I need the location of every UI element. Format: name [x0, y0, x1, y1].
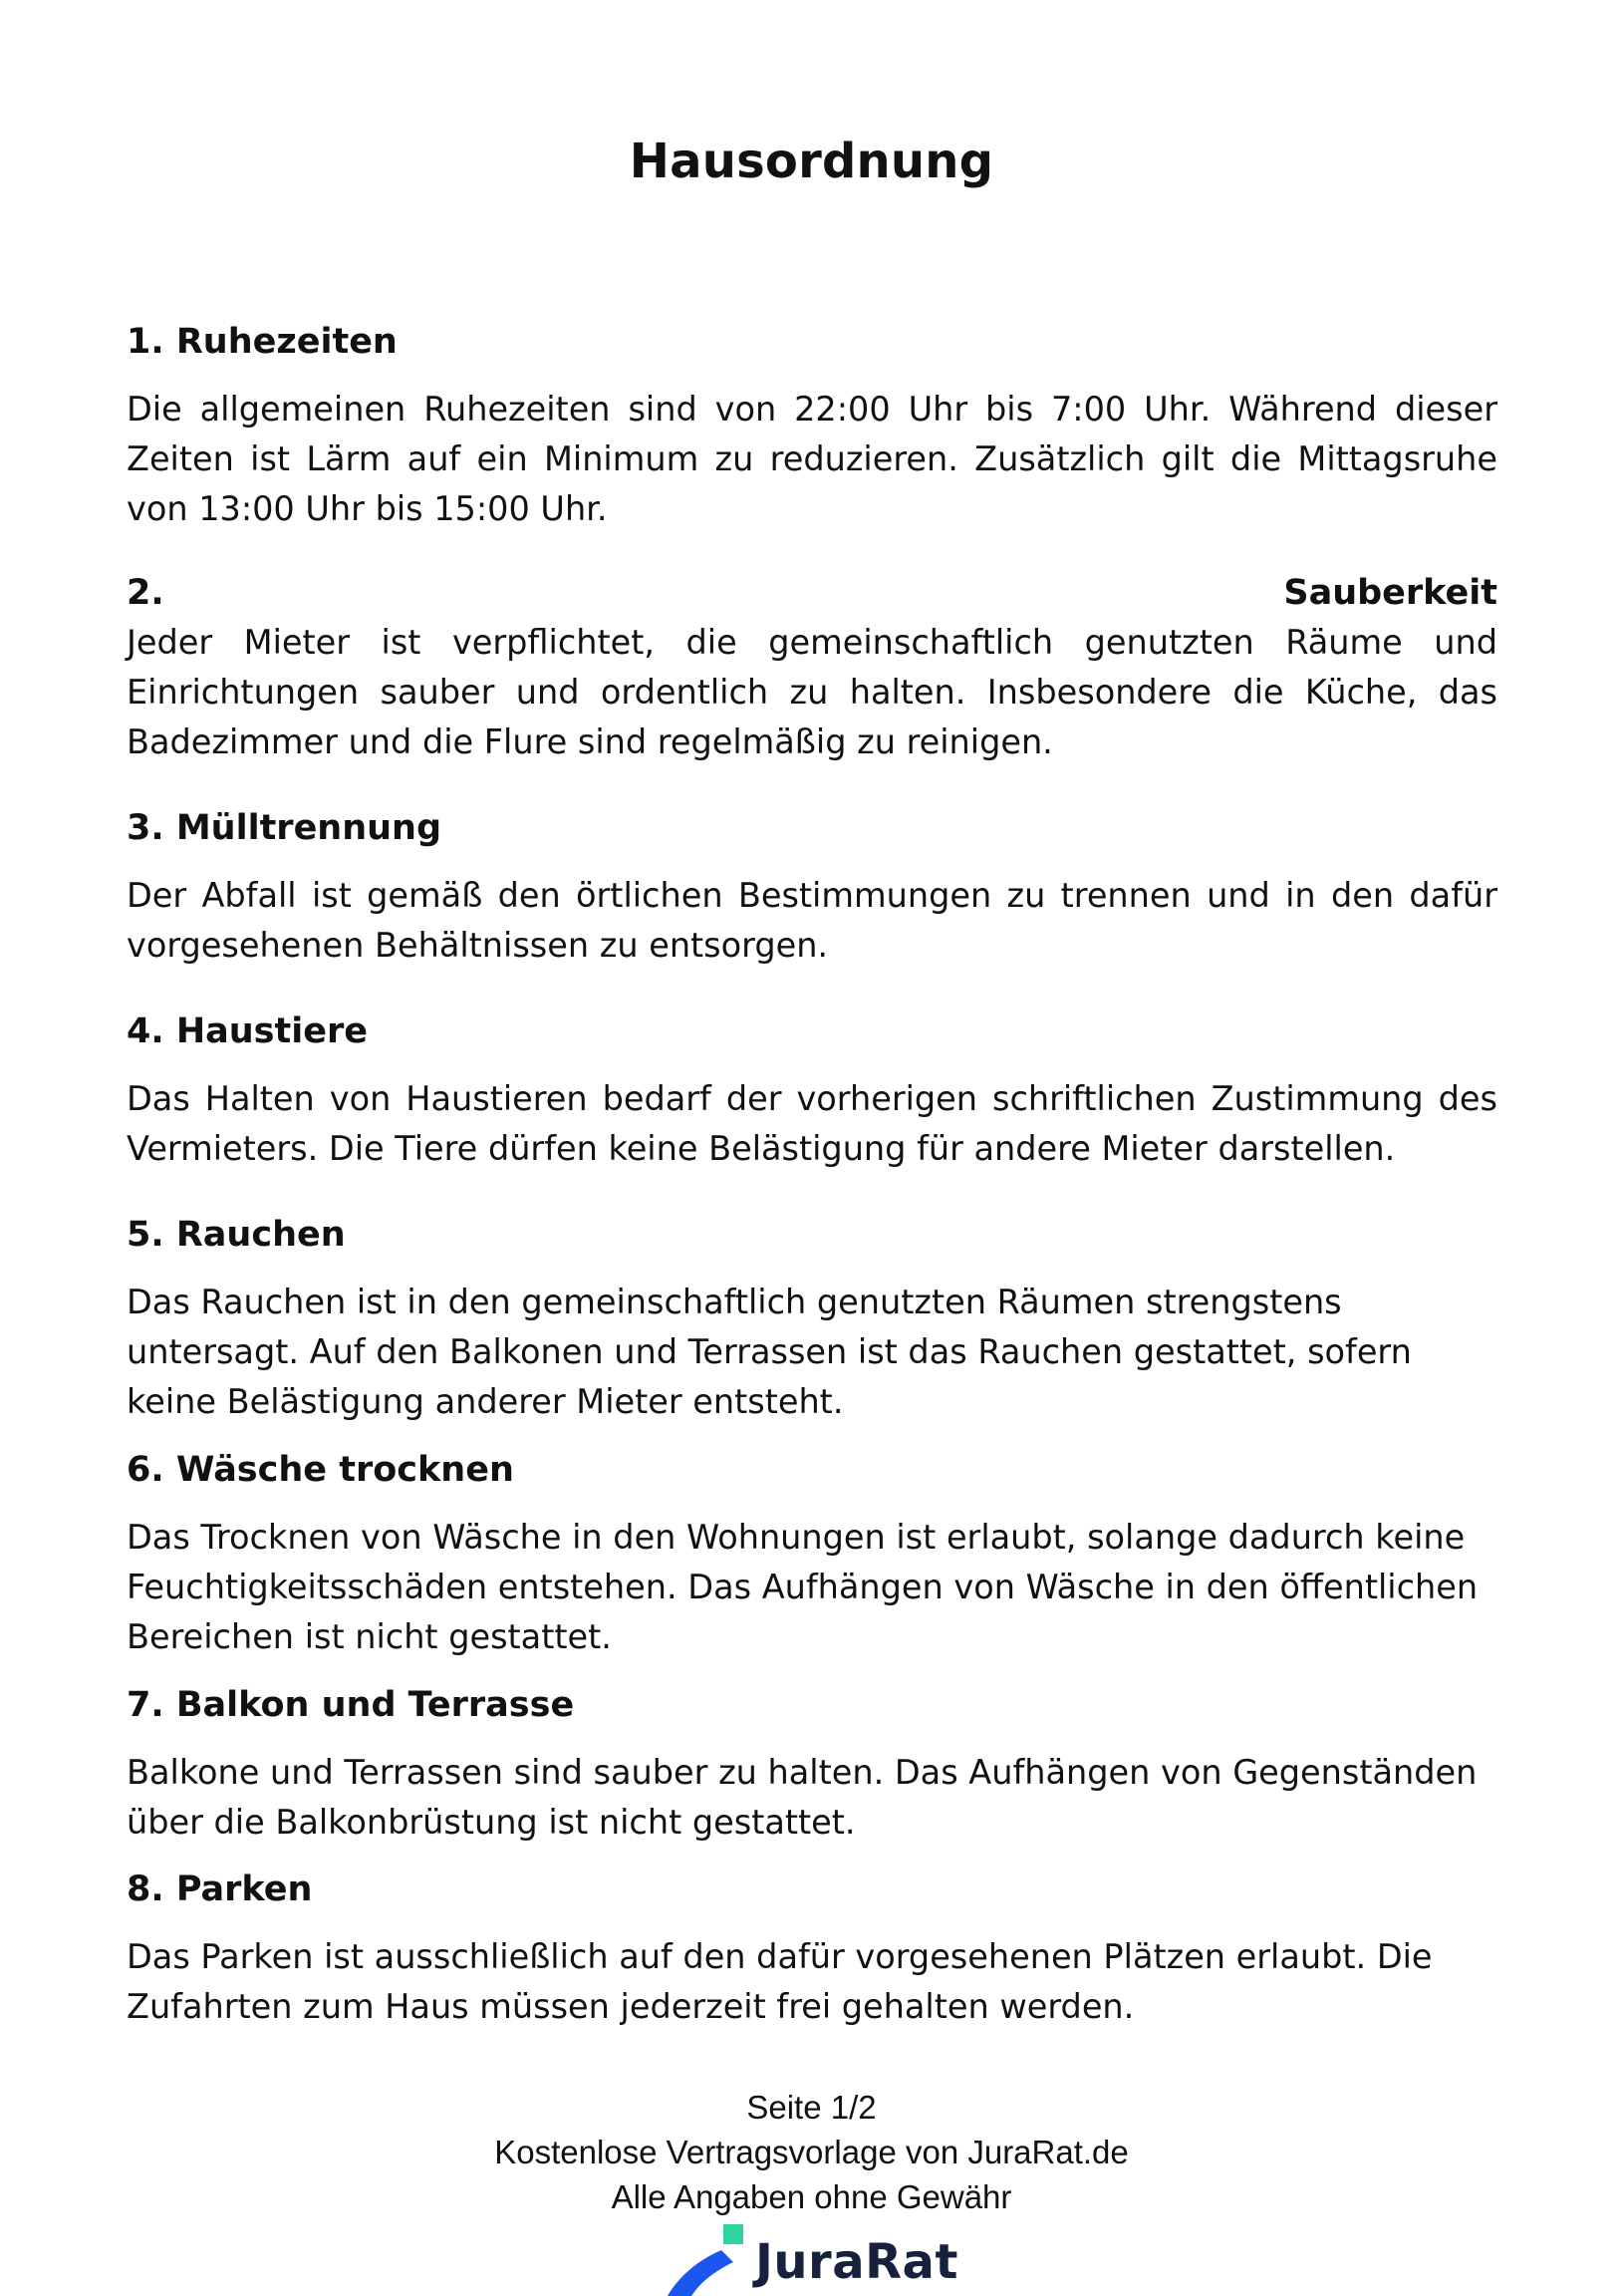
- jurarat-logo: [664, 2220, 982, 2296]
- section-heading: 4. Haustiere: [127, 1011, 368, 1051]
- section-heading: 3. Mülltrennung: [127, 808, 442, 848]
- section-rauchen: [127, 1210, 1497, 1427]
- section-body: Das Trocknen von Wäsche in den Wohnungen ist erlaubt, solange dadurch keine Feuchtigkeitsschäden entstehen. Das Aufhängen von Wäsche in den öffentlichen Bereichen ist nicht gestattet.: [127, 1518, 1479, 1656]
- section-body: Balkone und Terrassen sind sauber zu halten. Das Aufhängen von Gegenständen über die Balkonbrüstung ist nicht gestattet.: [127, 1753, 1478, 1842]
- section-heading: 8. Parken: [127, 1869, 313, 1909]
- logo-blue-swoosh: [668, 2250, 733, 2296]
- section-body: Das Halten von Haustieren bedarf der vorherigen schriftlichen Zustimmung des Vermieters. Die Tiere dürfen keine Belästigung für andere Mieter darstellen.: [127, 1079, 1497, 1168]
- section-body: Die allgemeinen Ruhezeiten sind von 22:00 Uhr bis 7:00 Uhr. Während dieser Zeiten ist Lärm auf ein Minimum zu reduzieren. Zusätzlich gilt die Mittagsruhe von 13:00 Uhr bis 15:00 Uhr.: [127, 390, 1497, 528]
- section-heading-text: Sauberkeit: [1283, 573, 1497, 613]
- jurarat-logo-icon: [664, 2220, 753, 2296]
- logo-green-square: [723, 2224, 743, 2244]
- section-heading: [127, 568, 1497, 618]
- document-title: Hausordnung: [629, 134, 994, 189]
- section-waesche-trocknen: [127, 1445, 1497, 1662]
- section-muelltrennung: [127, 803, 1497, 971]
- section-parken: [127, 1865, 1497, 2032]
- section-sauberkeit: [127, 568, 1497, 767]
- section-balkon-terrasse: [127, 1680, 1497, 1848]
- logo-wordmark: JuraRat: [755, 2234, 958, 2290]
- footer-template-note: Kostenlose Vertragsvorlage von JuraRat.de: [494, 2134, 1129, 2170]
- section-body: Das Rauchen ist in den gemeinschaftlich genutzten Räumen strengstens untersagt. Auf den Balkonen und Terrassen ist das Rauchen gestattet, sofern keine Belästigung anderer Mieter entsteht.: [127, 1283, 1412, 1421]
- section-heading: 7. Balkon und Terrasse: [127, 1685, 575, 1725]
- section-body: Das Parken ist ausschließlich auf den dafür vorgesehenen Plätzen erlaubt. Die Zufahrten zum Haus müssen jederzeit frei gehalten werden.: [127, 1937, 1433, 2026]
- section-heading-number: 2.: [127, 573, 164, 613]
- section-body: Der Abfall ist gemäß den örtlichen Bestimmungen zu trennen und in den dafür vorgesehenen Behältnissen zu entsorgen.: [127, 876, 1497, 965]
- section-body: Jeder Mieter ist verpflichtet, die gemeinschaftlich genutzten Räume und Einrichtungen sauber und ordentlich zu halten. Insbesondere die Küche, das Badezimmer und die Flure sind regelmäßig zu reinigen.: [127, 623, 1497, 761]
- section-heading: 6. Wäsche trocknen: [127, 1450, 514, 1490]
- section-ruhezeiten: [127, 317, 1497, 534]
- page-number: Seite 1/2: [746, 2089, 877, 2126]
- page-footer: [0, 2085, 1623, 2219]
- footer-disclaimer: Alle Angaben ohne Gewähr: [611, 2178, 1012, 2215]
- section-heading: 1. Ruhezeiten: [127, 322, 398, 362]
- section-heading: 5. Rauchen: [127, 1215, 346, 1255]
- section-haustiere: [127, 1006, 1497, 1174]
